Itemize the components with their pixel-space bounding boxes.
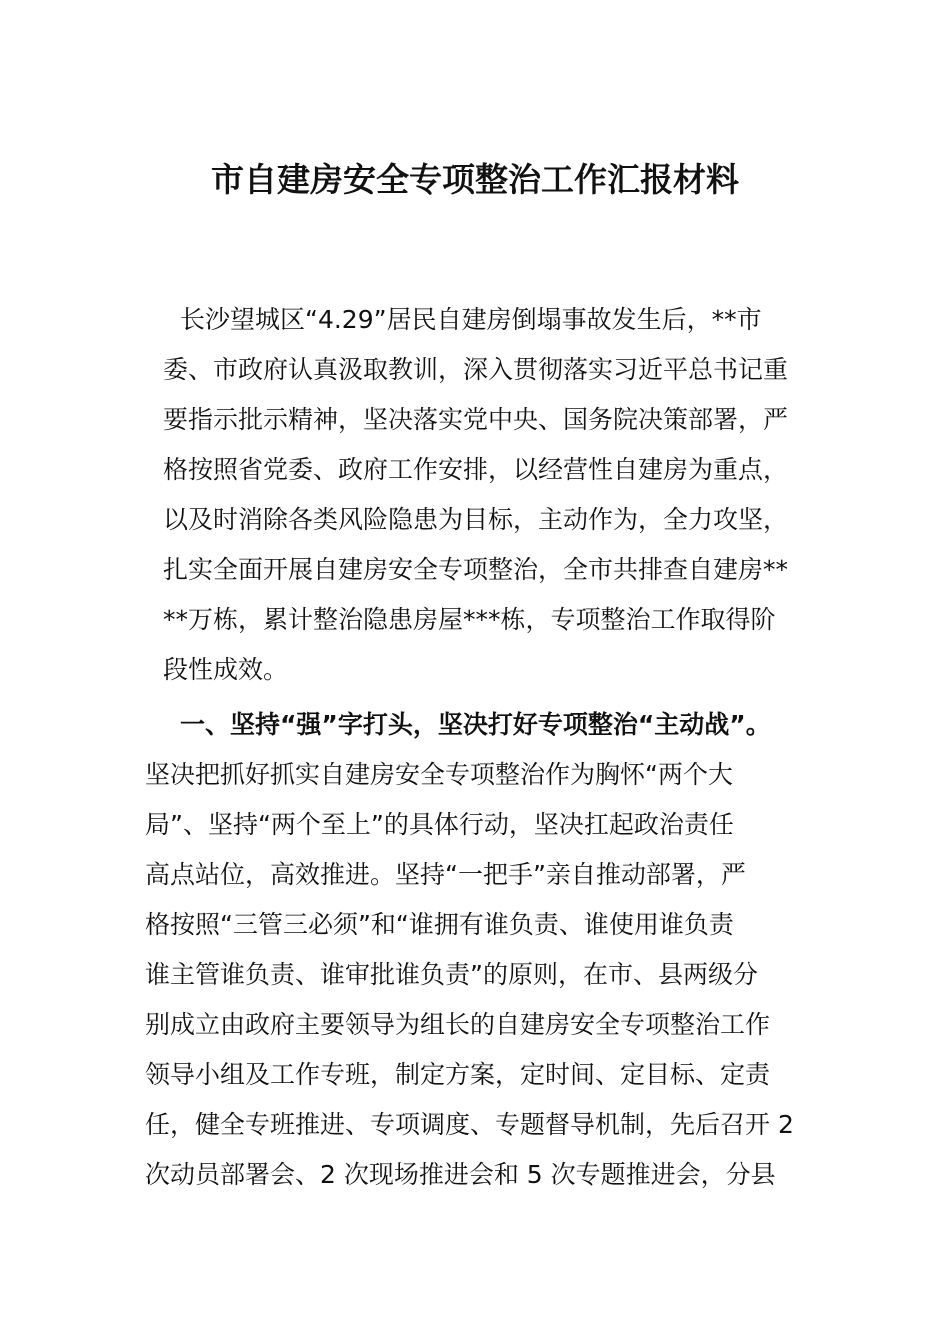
paragraph-line: 长沙望城区“4.29”居民自建房倒塌事故发生后，**市 (180, 305, 762, 334)
paragraph-line: 谁主管谁负责、谁审批谁负责”的原则，在市、县两级分 (145, 960, 758, 989)
paragraph-line: 要指示批示精神，坚决落实党中央、国务院决策部署，严 (163, 405, 789, 434)
paragraph-line: 领导小组及工作专班，制定方案，定时间、定目标、定责 (145, 1060, 771, 1089)
paragraph-line: 坚决把抓好抓实自建房安全专项整治作为胸怀“两个大 (145, 760, 733, 789)
document-title: 市自建房安全专项整治工作汇报材料 (211, 160, 739, 199)
paragraph-line: 任，健全专班推进、专项调度、专题督导机制，先后召开 2 (145, 1110, 794, 1139)
section-heading: 一、坚持“强”字打头，坚决打好专项整治“主动战”。 (180, 710, 771, 739)
paragraph-line: 高点站位，高效推进。坚持“一把手”亲自推动部署，严 (145, 860, 746, 889)
paragraph-line: 格按照省党委、政府工作安排，以经营性自建房为重点， (163, 455, 789, 484)
paragraph-line: 委、市政府认真汲取教训，深入贯彻落实习近平总书记重 (163, 355, 789, 384)
paragraph-line: 以及时消除各类风险隐患为目标，主动作为，全力攻坚， (163, 505, 789, 534)
paragraph-line: 次动员部署会、2 次现场推进会和 5 次专题推进会，分县 (145, 1160, 776, 1189)
paragraph-line: 扎实全面开展自建房安全专项整治，全市共排查自建房** (163, 555, 789, 584)
paragraph-line: **万栋，累计整治隐患房屋***栋，专项整治工作取得阶 (163, 605, 776, 634)
paragraph-line: 格按照“三管三必须”和“谁拥有谁负责、谁使用谁负责 (145, 910, 734, 939)
paragraph-line: 局”、坚持“两个至上”的具体行动，坚决扛起政治责任 (145, 810, 734, 839)
paragraph-line: 别成立由政府主要领导为组长的自建房安全专项整治工作 (145, 1010, 771, 1039)
paragraph-line: 段性成效。 (163, 655, 289, 684)
